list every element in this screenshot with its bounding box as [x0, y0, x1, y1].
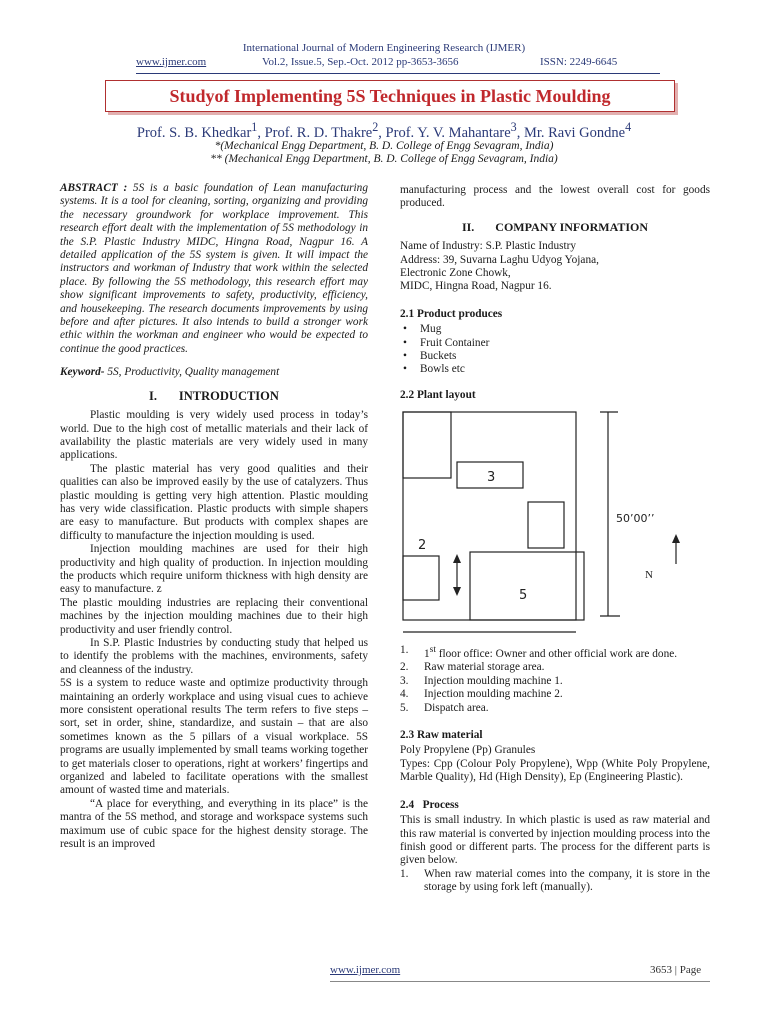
author-sup: 2 [372, 120, 379, 134]
author-name: , Prof. Y. V. Mahantare [378, 124, 511, 141]
paragraph: In S.P. Plastic Industries by conducting study that helped us to identify the problems with the machines, environments, safety and cleanness of the industry. [60, 637, 368, 676]
section-heading-introduction: I. INTRODUCTION [149, 388, 279, 403]
right-column [400, 184, 710, 895]
author-name: Prof. S. B. Khedkar [136, 124, 252, 141]
layout-legend [400, 644, 710, 715]
plant-outline [403, 412, 576, 620]
raw-material-line: Poly Propylene (Pp) Granules [400, 744, 536, 757]
subsection-heading: 2.1 Product produces [400, 307, 503, 320]
process-steps [400, 868, 710, 895]
list-item: 1. 1st floor office: Owner and other official work are done. [400, 644, 678, 661]
footer-rule [330, 981, 710, 982]
abstract-label: ABSTRACT : [60, 182, 128, 194]
list-item: 5. Dispatch area. [400, 701, 489, 714]
title-box [105, 80, 675, 112]
journal-url[interactable]: www.ijmer.com [136, 56, 207, 68]
abstract-text: 5S is a basic foundation of Lean manufacturing systems. It is a tool for cleaning, sorting, organizing and providing the necessary groundwork for workplace improvement. This research effort dealt with the implementation of 5S methodology in the S.P. Plastic Industry MIDC, Hingna Road, Nagpur 16. A detailed application of the 5S system is given. It will impact the instructors and workman of Industry that work within the selected place. By following the 5S methodology, this research effort may show significant improvements to safety, productivity, efficiency, and housekeeping. The research documents improvements by using before and after pictures. It also intends to build a stronger work ethic within the workman and engineer who would be expected to continue the good practices. [60, 182, 368, 355]
paragraph: “A place for everything, and everything in its place” is the mantra of the 5S method, and storage and workspace systems such maximum use of cubic space for the highest density storage. The result is an improved [60, 797, 368, 851]
subsection-heading: 2.4 Process [400, 798, 459, 811]
paragraph: Plastic moulding is very widely used process in today’s world. Due to the high cost of metallic materials and their lack of availability the plastic materials are very widely used in many applications. [60, 409, 368, 462]
left-column [60, 182, 368, 852]
author-sup: 3 [510, 120, 517, 134]
author-sup: 1 [251, 120, 258, 134]
plant-layout-diagram [400, 406, 710, 644]
plant-layout-svg [400, 406, 710, 644]
keyword-text: 5S, Productivity, Quality management [104, 366, 280, 379]
area-5-dispatch [470, 552, 584, 620]
company-line: Address: 39, Suvarna Laghu Udyog Yojana, [400, 253, 599, 266]
journal-issn: ISSN: 2249-6645 [540, 56, 618, 68]
keywords [60, 366, 368, 379]
company-info [400, 240, 710, 294]
affiliations [0, 140, 768, 166]
company-line: Electronic Zone Chowk, [400, 267, 511, 280]
list-item: • Buckets [400, 350, 710, 363]
paragraph: 5S is a system to reduce waste and optimize productivity through maintaining an orderly workplace and using visual cues to achieve more consistent operational results The term refers to five steps – sort, set in order, shine, standardize, and sustain – that are also sometimes known as the 5 pillars of a visual workplace. 5S programs are usually implemented by small teams working together to get materials closer to operations, right at workers’ fingertips and organized and labeled to facilitate operations with the smallest amount of wasted time and materials. [60, 677, 368, 797]
north-label: N [645, 569, 653, 582]
list-item: 3. Injection moulding machine 1. [400, 674, 563, 687]
journal-name: International Journal of Modern Engineering Research (IJMER) [242, 42, 526, 54]
footer-url[interactable]: www.ijmer.com [330, 964, 401, 976]
abstract [60, 182, 368, 356]
dimension-label: 50’00’’ [616, 512, 655, 526]
subsection-heading: 2.2 Plant layout [400, 388, 476, 401]
list-item: • Fruit Container [400, 337, 710, 350]
area-4-machine-2 [528, 502, 564, 548]
list-item: 2. Raw material storage area. [400, 661, 545, 674]
author-list [0, 120, 768, 142]
product-list [400, 323, 710, 377]
header-rule [136, 73, 660, 74]
list-item: • Mug [400, 323, 710, 336]
company-line: MIDC, Hingna Road, Nagpur 16. [400, 280, 552, 293]
company-line: Name of Industry: S.P. Plastic Industry [400, 240, 577, 253]
paper-title: Studyof Implementing 5S Techniques in Plastic Moulding [169, 85, 611, 106]
journal-header [0, 42, 768, 70]
paragraph: The plastic material has very good qualities and their qualities can also be improved easily by the use of catalyzers. Thus plastic moulding is getting very high attention. Plastic moulding has very wide classification. Plastic products with simple shapers are easy to manufacture. But products with complex shapes are difficulty to manufacture the injection moulding is used. [60, 462, 368, 542]
paragraph: This is small industry. In which plastic is used as raw material and this raw material is converted by injection moulding process into the finish good or different parts. The process for the different parts is given below. [400, 814, 710, 867]
page-number: 3653 | Page [650, 964, 702, 976]
author-sup: 4 [625, 120, 632, 134]
raw-material-types: Types: Cpp (Colour Poly Propylene), Wpp (White Poly Propylene, Marble Quality), Hd (High Density), Ep (Engineering Plastic). [400, 757, 710, 784]
paragraph: Injection moulding machines are used for their high productivity and high quality of production. In injection moulding the products which require uniform thickness with high density are easy to manufacture. z [60, 543, 368, 596]
label-area-5: 5 [519, 588, 528, 604]
keyword-label: Keyword- [60, 366, 105, 379]
author-name: , Mr. Ravi Gondne [516, 124, 626, 141]
area-1-office [403, 412, 451, 478]
affiliation-line: ** (Mechanical Engg Department, B. D. College of Engg Sevagram, India) [210, 153, 558, 165]
affiliation-line: *(Mechanical Engg Department, B. D. College of Engg Sevagram, India) [214, 140, 554, 152]
author-name: , Prof. R. D. Thakre [257, 124, 373, 141]
label-area-3: 3 [487, 470, 496, 486]
arrow-head-down-icon [453, 587, 461, 596]
subsection-heading: 2.3 Raw material [400, 729, 483, 742]
paragraph: manufacturing process and the lowest overall cost for goods produced. [400, 184, 710, 210]
list-item: 1. When raw material comes into the company, it is store in the storage by using fork left (manually). [400, 867, 710, 894]
label-area-2: 2 [418, 538, 427, 554]
area-2-raw-storage [403, 556, 439, 600]
arrow-head-up-icon [453, 554, 461, 563]
north-arrow-head-icon [672, 534, 680, 543]
paragraph: The plastic moulding industries are replacing their conventional machines by the injection moulding machines due to their high productivity and user friendly control. [60, 596, 368, 636]
journal-volume: Vol.2, Issue.5, Sep.-Oct. 2012 pp-3653-3656 [262, 56, 459, 68]
section-heading-company: II. COMPANY INFORMATION [461, 219, 649, 234]
list-item: • Bowls etc [400, 363, 710, 376]
list-item: 4. Injection moulding machine 2. [400, 688, 563, 701]
